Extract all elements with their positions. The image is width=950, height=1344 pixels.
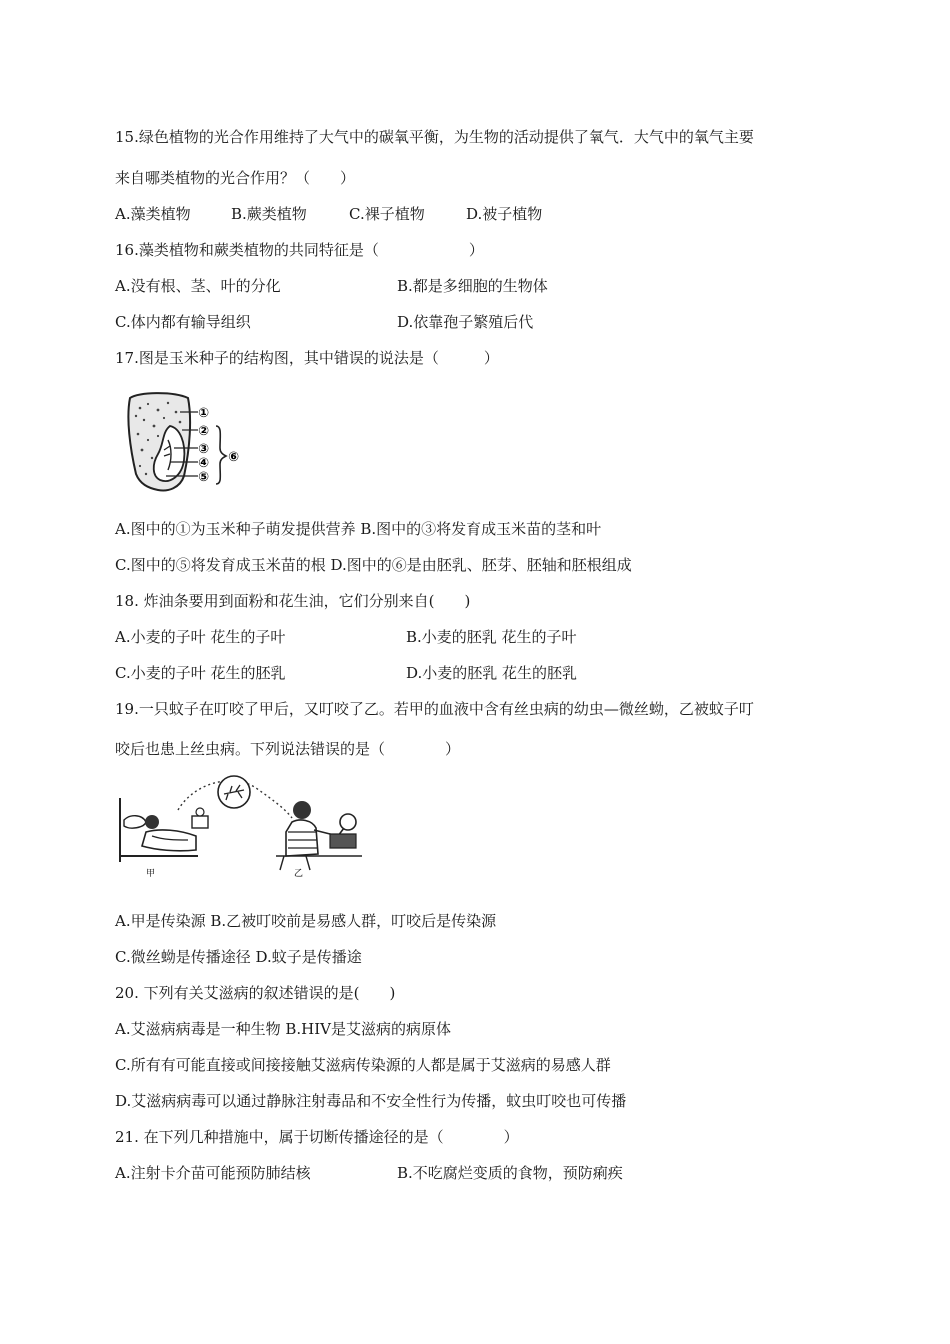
q19-options-cd: C.微丝蚴是传播途径 D.蚊子是传播途 xyxy=(115,948,362,966)
q15-options xyxy=(115,204,542,224)
q15-option-b: B.蕨类植物 xyxy=(231,205,307,223)
q20-stem: 20. 下列有关艾滋病的叙述错误的是( ) xyxy=(115,984,396,1002)
q18-option-b: B.小麦的胚乳 花生的子叶 xyxy=(406,628,577,646)
q19-stem-line2: 咬后也患上丝虫病。下列说法错误的是（ ） xyxy=(115,740,461,758)
figure-label-yi: 乙 xyxy=(294,869,304,879)
q15-option-a: A.藻类植物 xyxy=(115,205,191,223)
q18-option-a: A.小麦的子叶 花生的子叶 xyxy=(115,628,286,646)
q17-options-cd: C.图中的⑤将发育成玉米苗的根 D.图中的⑥是由胚乳、胚芽、胚轴和胚根组成 xyxy=(115,556,632,574)
q18-option-c: C.小麦的子叶 花生的胚乳 xyxy=(115,664,286,682)
corn-seed-diagram xyxy=(118,388,258,498)
q21-stem: 21. 在下列几种措施中，属于切断传播途径的是（ ） xyxy=(115,1128,519,1146)
q16-option-c: C.体内都有输导组织 xyxy=(115,313,251,331)
q19-stem-line1: 19.一只蚊子在叮咬了甲后，又叮咬了乙。若甲的血液中含有丝虫病的幼虫—微丝蚴，乙被蚊子叮 xyxy=(115,700,754,718)
figure-label-jia: 甲 xyxy=(146,869,156,879)
seed-label-3: ③ xyxy=(198,442,210,457)
q15-stem-line2: 来自哪类植物的光合作用？（ ） xyxy=(115,169,356,187)
q21-option-a: A.注射卡介苗可能预防肺结核 xyxy=(115,1164,311,1182)
seed-label-6: ⑥ xyxy=(228,450,240,465)
q21-option-b: B.不吃腐烂变质的食物，预防痢疾 xyxy=(397,1164,623,1182)
q15-stem-line1: 15.绿色植物的光合作用维持了大气中的碳氧平衡，为生物的活动提供了氧气．大气中的氧气主要 xyxy=(115,128,754,146)
q16-stem: 16.藻类植物和蕨类植物的共同特征是（ ） xyxy=(115,241,484,259)
q20-option-d: D.艾滋病病毒可以通过静脉注射毒品和不安全性行为传播，蚊虫叮咬也可传播 xyxy=(115,1092,627,1110)
q15-option-c: C.裸子植物 xyxy=(349,205,425,223)
q16-option-d: D.依靠孢子繁殖后代 xyxy=(397,313,534,331)
mosquito-transmission-figure xyxy=(116,770,366,882)
seed-label-4: ④ xyxy=(198,456,210,471)
q18-option-d: D.小麦的胚乳 花生的胚乳 xyxy=(406,664,578,682)
q16-option-a: A.没有根、茎、叶的分化 xyxy=(115,277,281,295)
q20-option-c: C.所有有可能直接或间接接触艾滋病传染源的人都是属于艾滋病的易感人群 xyxy=(115,1056,611,1074)
seed-label-1: ① xyxy=(198,406,210,421)
q17-stem: 17.图是玉米种子的结构图，其中错误的说法是（ ） xyxy=(115,349,499,367)
seed-label-5: ⑤ xyxy=(198,470,210,485)
mosquito-transmission-diagram xyxy=(116,770,366,882)
corn-seed-figure xyxy=(118,388,258,498)
q17-options-ab: A.图中的①为玉米种子萌发提供营养 B.图中的③将发育成玉米苗的茎和叶 xyxy=(115,520,602,538)
seed-label-2: ② xyxy=(198,424,210,439)
q15-option-d: D.被子植物 xyxy=(466,205,543,223)
q19-options-ab: A.甲是传染源 B.乙被叮咬前是易感人群，叮咬后是传染源 xyxy=(115,912,497,930)
q16-option-b: B.都是多细胞的生物体 xyxy=(397,277,548,295)
q20-options-ab: A.艾滋病病毒是一种生物 B.HIV是艾滋病的病原体 xyxy=(115,1020,452,1038)
q18-stem: 18. 炸油条要用到面粉和花生油，它们分别来自( ) xyxy=(115,592,471,610)
